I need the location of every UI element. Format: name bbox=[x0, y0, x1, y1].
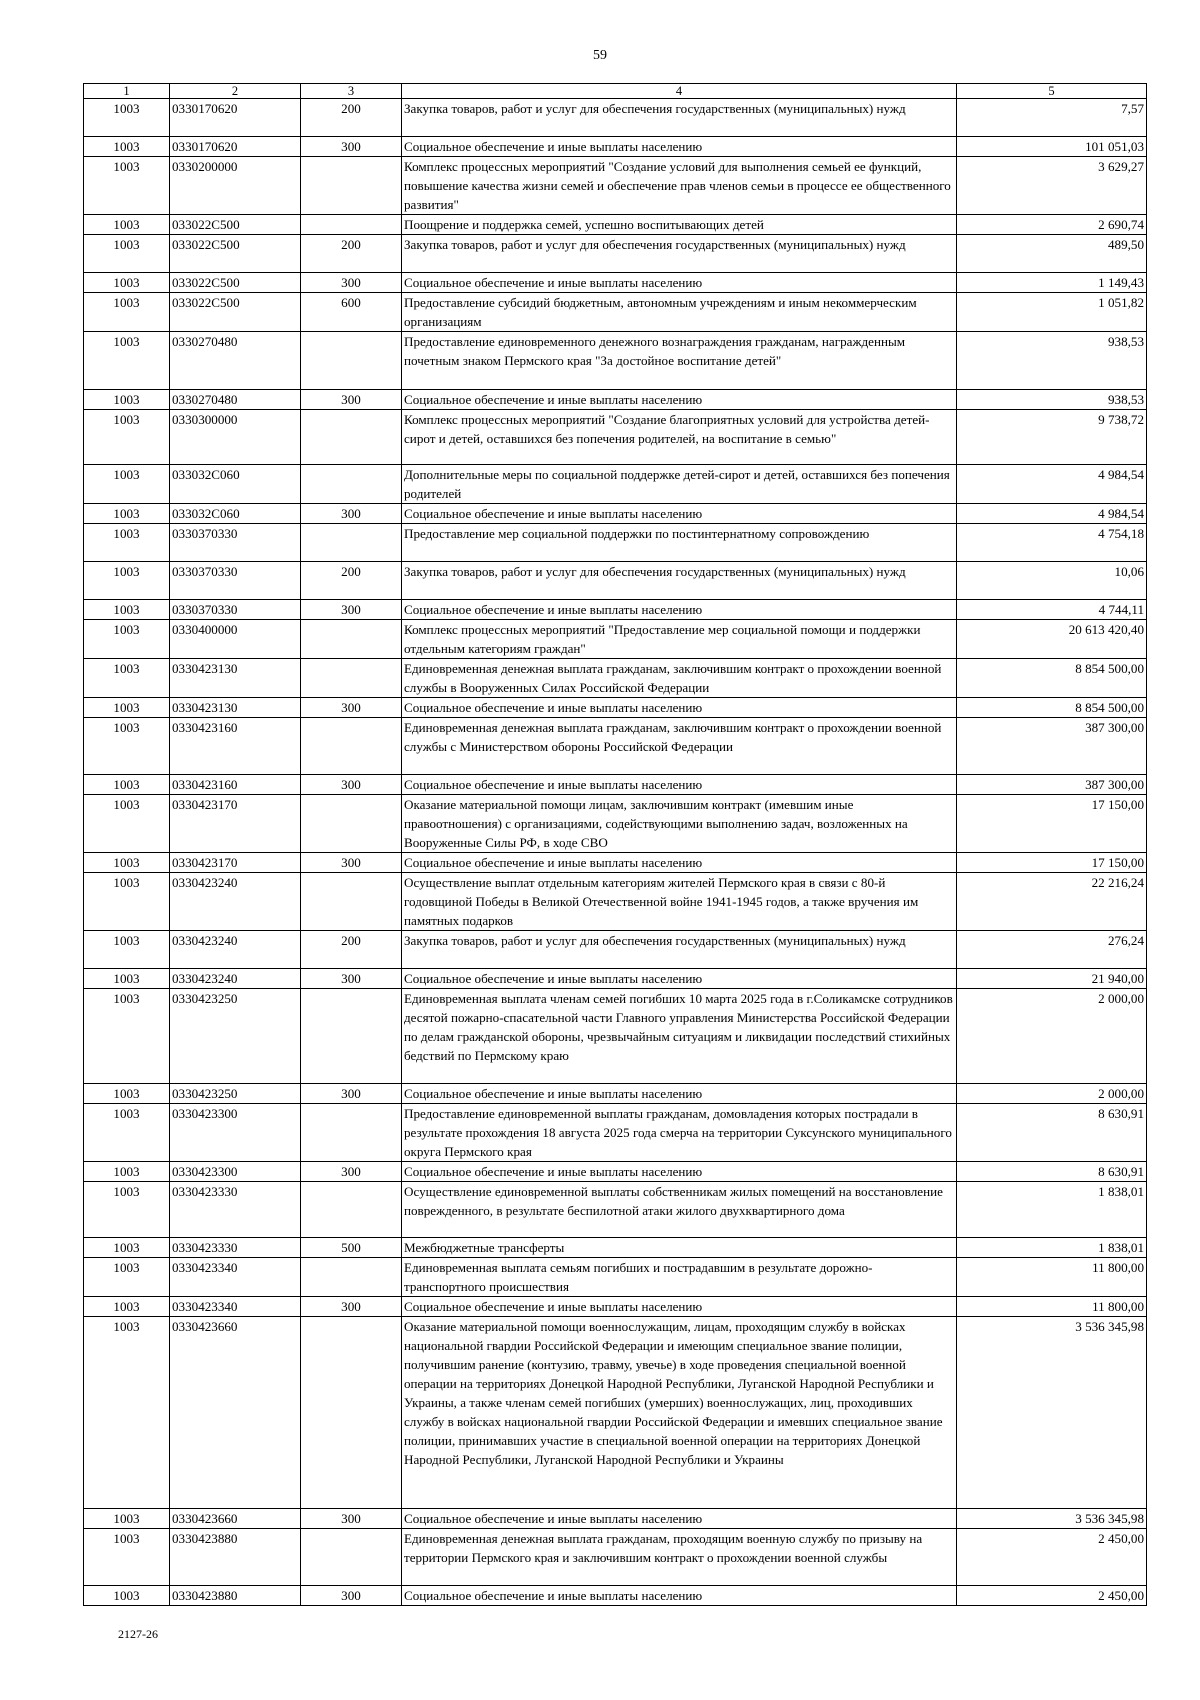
code-cell: 0330423880 bbox=[170, 1586, 301, 1606]
section-cell: 1003 bbox=[84, 718, 170, 775]
description-cell: Оказание материальной помощи военнослужащим, лицам, проходящим службу в войсках национальной гвардии Российской Федерации и имеющим специальное звание полиции, получившим ранение (контузию, травму, увечье) в ходе проведения специальной военной операции на территориях Донецкой Народной Республики, Луганской Народной Республики и Украины, а также членам семей погибших (умерших) военнослужащих, лиц, проходивших службу в войсках национальной гвардии Российской Федерации и имевших специальное звание полиции, принимавших участие в специальной военной операции на территориях Донецкой Народной Республики, Луганской Народной Республики и Украины bbox=[402, 1317, 957, 1509]
expense-type-cell: 300 bbox=[301, 600, 402, 620]
table-row bbox=[84, 718, 1147, 775]
table-row bbox=[84, 698, 1147, 718]
description-cell: Комплекс процессных мероприятий "Создание условий для выполнения семьей ее функций, повышение качества жизни семей и обеспечение прав членов семьи в процессе ее общественного развития" bbox=[402, 157, 957, 215]
amount-cell: 4 984,54 bbox=[957, 504, 1147, 524]
code-cell: 0330270480 bbox=[170, 332, 301, 390]
amount-cell: 10,06 bbox=[957, 562, 1147, 600]
section-cell: 1003 bbox=[84, 137, 170, 157]
description-cell: Закупка товаров, работ и услуг для обеспечения государственных (муниципальных) нужд bbox=[402, 235, 957, 273]
code-cell: 033032С060 bbox=[170, 504, 301, 524]
section-cell: 1003 bbox=[84, 1182, 170, 1238]
section-cell: 1003 bbox=[84, 1529, 170, 1586]
section-cell: 1003 bbox=[84, 1084, 170, 1104]
section-cell: 1003 bbox=[84, 969, 170, 989]
description-cell: Социальное обеспечение и иные выплаты населению bbox=[402, 698, 957, 718]
expense-type-cell bbox=[301, 989, 402, 1084]
code-cell: 0330423170 bbox=[170, 853, 301, 873]
description-cell: Единовременная выплата семьям погибших и пострадавшим в результате дорожно-транспортного происшествия bbox=[402, 1258, 957, 1297]
section-cell: 1003 bbox=[84, 1162, 170, 1182]
amount-cell: 3 536 345,98 bbox=[957, 1317, 1147, 1509]
expense-type-cell: 300 bbox=[301, 1297, 402, 1317]
amount-cell: 101 051,03 bbox=[957, 137, 1147, 157]
amount-cell: 7,57 bbox=[957, 99, 1147, 137]
description-cell: Закупка товаров, работ и услуг для обеспечения государственных (муниципальных) нужд bbox=[402, 562, 957, 600]
description-cell: Единовременная денежная выплата гражданам, заключившим контракт о прохождении военной службы в Вооруженных Силах Российской Федерации bbox=[402, 659, 957, 698]
code-cell: 0330423660 bbox=[170, 1509, 301, 1529]
code-cell: 0330423130 bbox=[170, 698, 301, 718]
table-row bbox=[84, 795, 1147, 853]
table-row bbox=[84, 853, 1147, 873]
amount-cell: 22 216,24 bbox=[957, 873, 1147, 931]
amount-cell: 2 000,00 bbox=[957, 1084, 1147, 1104]
description-cell: Оказание материальной помощи лицам, заключившим контракт (имевшим иные правоотношения) с организациями, содействующими выполнению задач, возложенных на Вооруженные Силы РФ, в ходе СВО bbox=[402, 795, 957, 853]
section-cell: 1003 bbox=[84, 273, 170, 293]
amount-cell: 8 854 500,00 bbox=[957, 698, 1147, 718]
section-cell: 1003 bbox=[84, 1586, 170, 1606]
code-cell: 0330423300 bbox=[170, 1104, 301, 1162]
section-cell: 1003 bbox=[84, 853, 170, 873]
table-row bbox=[84, 273, 1147, 293]
table-row bbox=[84, 524, 1147, 562]
table-row bbox=[84, 969, 1147, 989]
expense-type-cell bbox=[301, 795, 402, 853]
code-cell: 0330423330 bbox=[170, 1182, 301, 1238]
section-cell: 1003 bbox=[84, 410, 170, 465]
expense-type-cell bbox=[301, 1258, 402, 1297]
table-row bbox=[84, 1084, 1147, 1104]
amount-cell: 1 149,43 bbox=[957, 273, 1147, 293]
description-cell: Единовременная выплата членам семей погибших 10 марта 2025 года в г.Соликамске сотрудников десятой пожарно-спасательной части Главного управления Министерства Российской Федерации по делам гражданской обороны, чрезвычайным ситуациям и ликвидации последствий стихийных бедствий по Пермскому краю bbox=[402, 989, 957, 1084]
code-cell: 0330423330 bbox=[170, 1238, 301, 1258]
code-cell: 0330270480 bbox=[170, 390, 301, 410]
amount-cell: 387 300,00 bbox=[957, 718, 1147, 775]
section-cell: 1003 bbox=[84, 235, 170, 273]
amount-cell: 387 300,00 bbox=[957, 775, 1147, 795]
section-cell: 1003 bbox=[84, 1509, 170, 1529]
section-cell: 1003 bbox=[84, 157, 170, 215]
expense-type-cell: 300 bbox=[301, 698, 402, 718]
table-row bbox=[84, 157, 1147, 215]
amount-cell: 1 838,01 bbox=[957, 1182, 1147, 1238]
table-row bbox=[84, 465, 1147, 504]
amount-cell: 938,53 bbox=[957, 390, 1147, 410]
amount-cell: 938,53 bbox=[957, 332, 1147, 390]
table-row bbox=[84, 1182, 1147, 1238]
section-cell: 1003 bbox=[84, 795, 170, 853]
column-number-row bbox=[84, 84, 1147, 99]
amount-cell: 9 738,72 bbox=[957, 410, 1147, 465]
column-header: 1 bbox=[84, 84, 170, 99]
description-cell: Предоставление единовременного денежного вознаграждения гражданам, награжденным почетным знаком Пермского края "За достойное воспитание детей" bbox=[402, 332, 957, 390]
expense-type-cell: 300 bbox=[301, 390, 402, 410]
section-cell: 1003 bbox=[84, 390, 170, 410]
expense-type-cell bbox=[301, 659, 402, 698]
table-row bbox=[84, 775, 1147, 795]
code-cell: 0330170620 bbox=[170, 137, 301, 157]
description-cell: Социальное обеспечение и иные выплаты населению bbox=[402, 969, 957, 989]
description-cell: Единовременная денежная выплата гражданам, заключившим контракт о прохождении военной службы с Министерством обороны Российской Федерации bbox=[402, 718, 957, 775]
section-cell: 1003 bbox=[84, 524, 170, 562]
expense-type-cell: 300 bbox=[301, 1509, 402, 1529]
amount-cell: 8 630,91 bbox=[957, 1162, 1147, 1182]
description-cell: Социальное обеспечение и иные выплаты населению bbox=[402, 1586, 957, 1606]
expense-type-cell bbox=[301, 1104, 402, 1162]
description-cell: Единовременная денежная выплата гражданам, проходящим военную службу по призыву на территории Пермского края и заключившим контракт о прохождении военной службы bbox=[402, 1529, 957, 1586]
code-cell: 0330170620 bbox=[170, 99, 301, 137]
expense-type-cell bbox=[301, 524, 402, 562]
expense-type-cell: 300 bbox=[301, 273, 402, 293]
amount-cell: 4 984,54 bbox=[957, 465, 1147, 504]
section-cell: 1003 bbox=[84, 293, 170, 332]
section-cell: 1003 bbox=[84, 775, 170, 795]
code-cell: 0330370330 bbox=[170, 562, 301, 600]
amount-cell: 2 450,00 bbox=[957, 1529, 1147, 1586]
code-cell: 033022С500 bbox=[170, 235, 301, 273]
description-cell: Социальное обеспечение и иные выплаты населению bbox=[402, 1162, 957, 1182]
description-cell: Социальное обеспечение и иные выплаты населению bbox=[402, 853, 957, 873]
section-cell: 1003 bbox=[84, 989, 170, 1084]
amount-cell: 1 051,82 bbox=[957, 293, 1147, 332]
code-cell: 0330423160 bbox=[170, 775, 301, 795]
section-cell: 1003 bbox=[84, 931, 170, 969]
section-cell: 1003 bbox=[84, 1297, 170, 1317]
amount-cell: 8 854 500,00 bbox=[957, 659, 1147, 698]
expense-type-cell bbox=[301, 410, 402, 465]
expense-type-cell: 300 bbox=[301, 504, 402, 524]
table-row bbox=[84, 235, 1147, 273]
code-cell: 0330200000 bbox=[170, 157, 301, 215]
expense-type-cell bbox=[301, 873, 402, 931]
description-cell: Предоставление мер социальной поддержки по постинтернатному сопровождению bbox=[402, 524, 957, 562]
description-cell: Комплекс процессных мероприятий "Создание благоприятных условий для устройства детей-сирот и детей, оставшихся без попечения родителей, на воспитание в семью" bbox=[402, 410, 957, 465]
description-cell: Социальное обеспечение и иные выплаты населению bbox=[402, 390, 957, 410]
expense-type-cell bbox=[301, 1317, 402, 1509]
amount-cell: 20 613 420,40 bbox=[957, 620, 1147, 659]
table-row bbox=[84, 931, 1147, 969]
section-cell: 1003 bbox=[84, 465, 170, 504]
section-cell: 1003 bbox=[84, 1238, 170, 1258]
amount-cell: 17 150,00 bbox=[957, 853, 1147, 873]
document-code: 2127-26 bbox=[118, 1627, 158, 1641]
description-cell: Закупка товаров, работ и услуг для обеспечения государственных (муниципальных) нужд bbox=[402, 99, 957, 137]
table-row bbox=[84, 562, 1147, 600]
table-row bbox=[84, 293, 1147, 332]
description-cell: Социальное обеспечение и иные выплаты населению bbox=[402, 600, 957, 620]
description-cell: Комплекс процессных мероприятий "Предоставление мер социальной помощи и поддержки отдельным категориям граждан" bbox=[402, 620, 957, 659]
amount-cell: 21 940,00 bbox=[957, 969, 1147, 989]
expense-type-cell: 300 bbox=[301, 853, 402, 873]
expense-type-cell: 500 bbox=[301, 1238, 402, 1258]
code-cell: 0330370330 bbox=[170, 524, 301, 562]
expense-type-cell bbox=[301, 718, 402, 775]
expense-type-cell bbox=[301, 1182, 402, 1238]
description-cell: Осуществление выплат отдельным категориям жителей Пермского края в связи с 80-й годовщиной Победы в Великой Отечественной войне 1941-1945 годов, а также вручения им памятных подарков bbox=[402, 873, 957, 931]
column-header: 2 bbox=[170, 84, 301, 99]
description-cell: Поощрение и поддержка семей, успешно воспитывающих детей bbox=[402, 215, 957, 235]
table-row bbox=[84, 989, 1147, 1084]
amount-cell: 8 630,91 bbox=[957, 1104, 1147, 1162]
expense-type-cell: 300 bbox=[301, 969, 402, 989]
amount-cell: 2 000,00 bbox=[957, 989, 1147, 1084]
section-cell: 1003 bbox=[84, 620, 170, 659]
code-cell: 0330423170 bbox=[170, 795, 301, 853]
amount-cell: 2 450,00 bbox=[957, 1586, 1147, 1606]
table-row bbox=[84, 1509, 1147, 1529]
section-cell: 1003 bbox=[84, 698, 170, 718]
table-row bbox=[84, 1297, 1147, 1317]
column-header: 5 bbox=[957, 84, 1147, 99]
section-cell: 1003 bbox=[84, 1104, 170, 1162]
table-row bbox=[84, 99, 1147, 137]
section-cell: 1003 bbox=[84, 1258, 170, 1297]
table-row bbox=[84, 1258, 1147, 1297]
amount-cell: 11 800,00 bbox=[957, 1258, 1147, 1297]
description-cell: Социальное обеспечение и иные выплаты населению bbox=[402, 1509, 957, 1529]
expense-type-cell bbox=[301, 157, 402, 215]
table-row bbox=[84, 390, 1147, 410]
expense-type-cell: 300 bbox=[301, 1084, 402, 1104]
description-cell: Осуществление единовременной выплаты собственникам жилых помещений на восстановление поврежденного, в результате беспилотной атаки жилого двухквартирного дома bbox=[402, 1182, 957, 1238]
section-cell: 1003 bbox=[84, 99, 170, 137]
table-row bbox=[84, 1162, 1147, 1182]
section-cell: 1003 bbox=[84, 332, 170, 390]
code-cell: 033022С500 bbox=[170, 273, 301, 293]
expense-type-cell: 300 bbox=[301, 1586, 402, 1606]
description-cell: Межбюджетные трансферты bbox=[402, 1238, 957, 1258]
amount-cell: 4 754,18 bbox=[957, 524, 1147, 562]
expense-type-cell: 300 bbox=[301, 775, 402, 795]
amount-cell: 1 838,01 bbox=[957, 1238, 1147, 1258]
table-row bbox=[84, 332, 1147, 390]
expense-type-cell: 200 bbox=[301, 931, 402, 969]
section-cell: 1003 bbox=[84, 504, 170, 524]
table-row bbox=[84, 1104, 1147, 1162]
amount-cell: 3 536 345,98 bbox=[957, 1509, 1147, 1529]
description-cell: Социальное обеспечение и иные выплаты населению bbox=[402, 775, 957, 795]
description-cell: Социальное обеспечение и иные выплаты населению bbox=[402, 137, 957, 157]
amount-cell: 4 744,11 bbox=[957, 600, 1147, 620]
expense-type-cell bbox=[301, 1529, 402, 1586]
amount-cell: 11 800,00 bbox=[957, 1297, 1147, 1317]
table-row bbox=[84, 215, 1147, 235]
expense-type-cell bbox=[301, 465, 402, 504]
expense-type-cell bbox=[301, 215, 402, 235]
table-row bbox=[84, 410, 1147, 465]
code-cell: 0330423250 bbox=[170, 989, 301, 1084]
code-cell: 0330423300 bbox=[170, 1162, 301, 1182]
code-cell: 033022С500 bbox=[170, 293, 301, 332]
code-cell: 0330423340 bbox=[170, 1297, 301, 1317]
description-cell: Социальное обеспечение и иные выплаты населению bbox=[402, 273, 957, 293]
budget-table bbox=[83, 83, 1147, 1606]
code-cell: 0330423250 bbox=[170, 1084, 301, 1104]
description-cell: Социальное обеспечение и иные выплаты населению bbox=[402, 1297, 957, 1317]
code-cell: 0330423240 bbox=[170, 931, 301, 969]
table-row bbox=[84, 1238, 1147, 1258]
table-row bbox=[84, 137, 1147, 157]
expense-type-cell bbox=[301, 620, 402, 659]
amount-cell: 489,50 bbox=[957, 235, 1147, 273]
table-row bbox=[84, 1586, 1147, 1606]
description-cell: Закупка товаров, работ и услуг для обеспечения государственных (муниципальных) нужд bbox=[402, 931, 957, 969]
table-row bbox=[84, 600, 1147, 620]
code-cell: 0330370330 bbox=[170, 600, 301, 620]
column-header: 4 bbox=[402, 84, 957, 99]
code-cell: 0330423130 bbox=[170, 659, 301, 698]
code-cell: 0330423340 bbox=[170, 1258, 301, 1297]
description-cell: Социальное обеспечение и иные выплаты населению bbox=[402, 504, 957, 524]
amount-cell: 2 690,74 bbox=[957, 215, 1147, 235]
section-cell: 1003 bbox=[84, 562, 170, 600]
code-cell: 0330423880 bbox=[170, 1529, 301, 1586]
code-cell: 0330400000 bbox=[170, 620, 301, 659]
code-cell: 0330300000 bbox=[170, 410, 301, 465]
expense-type-cell: 600 bbox=[301, 293, 402, 332]
table-row bbox=[84, 873, 1147, 931]
expense-type-cell: 200 bbox=[301, 235, 402, 273]
page-number: 59 bbox=[593, 48, 607, 63]
table-body bbox=[84, 99, 1147, 1606]
description-cell: Социальное обеспечение и иные выплаты населению bbox=[402, 1084, 957, 1104]
description-cell: Предоставление субсидий бюджетным, автономным учреждениям и иным некоммерческим организациям bbox=[402, 293, 957, 332]
table-row bbox=[84, 504, 1147, 524]
code-cell: 033032С060 bbox=[170, 465, 301, 504]
code-cell: 0330423240 bbox=[170, 969, 301, 989]
expense-type-cell: 300 bbox=[301, 1162, 402, 1182]
column-header: 3 bbox=[301, 84, 402, 99]
section-cell: 1003 bbox=[84, 215, 170, 235]
amount-cell: 3 629,27 bbox=[957, 157, 1147, 215]
expense-type-cell: 200 bbox=[301, 99, 402, 137]
code-cell: 0330423660 bbox=[170, 1317, 301, 1509]
table-row bbox=[84, 620, 1147, 659]
amount-cell: 17 150,00 bbox=[957, 795, 1147, 853]
table-row bbox=[84, 1317, 1147, 1509]
code-cell: 0330423240 bbox=[170, 873, 301, 931]
description-cell: Предоставление единовременной выплаты гражданам, домовладения которых пострадали в результате прохождения 18 августа 2025 года смерча на территории Суксунского муниципального округа Пермского края bbox=[402, 1104, 957, 1162]
table-row bbox=[84, 1529, 1147, 1586]
expense-type-cell: 300 bbox=[301, 137, 402, 157]
amount-cell: 276,24 bbox=[957, 931, 1147, 969]
expense-type-cell: 200 bbox=[301, 562, 402, 600]
table-row bbox=[84, 659, 1147, 698]
code-cell: 0330423160 bbox=[170, 718, 301, 775]
section-cell: 1003 bbox=[84, 873, 170, 931]
section-cell: 1003 bbox=[84, 1317, 170, 1509]
description-cell: Дополнительные меры по социальной поддержке детей-сирот и детей, оставшихся без попечения родителей bbox=[402, 465, 957, 504]
code-cell: 033022С500 bbox=[170, 215, 301, 235]
section-cell: 1003 bbox=[84, 600, 170, 620]
section-cell: 1003 bbox=[84, 659, 170, 698]
expense-type-cell bbox=[301, 332, 402, 390]
